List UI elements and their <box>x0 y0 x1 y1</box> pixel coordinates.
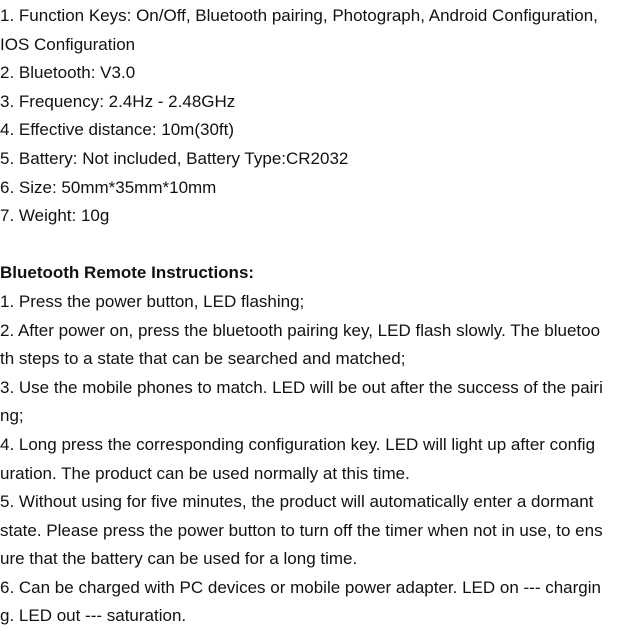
instruction-line: 2. After power on, press the bluetooth pairing key, LED flash slowly. The bluetoo <box>0 320 601 340</box>
instruction-line: 5. Without using for five minutes, the product will automatically enter a dormant <box>0 492 594 512</box>
spec-line: 2. Bluetooth: V3.0 <box>0 63 136 83</box>
spec-line: 5. Battery: Not included, Battery Type:CR2032 <box>0 148 349 168</box>
instruction-line: ure that the battery can be used for a long time. <box>0 549 358 569</box>
instruction-line: state. Please press the power button to turn off the timer when not in use, to ens <box>0 520 603 540</box>
instruction-line: 4. Long press the corresponding configuration key. LED will light up after config <box>0 434 596 454</box>
spec-line: 3. Frequency: 2.4Hz - 2.48GHz <box>0 91 236 111</box>
instruction-line: g. LED out --- saturation. <box>0 606 187 626</box>
spec-line: 4. Effective distance: 10m(30ft) <box>0 120 235 140</box>
instruction-line: ng; <box>0 406 24 426</box>
product-description <box>0 2 639 631</box>
instruction-line: th steps to a state that can be searched and matched; <box>0 349 406 369</box>
instruction-line: 6. Can be charged with PC devices or mobile power adapter. LED on --- chargin <box>0 577 601 597</box>
instruction-line: 3. Use the mobile phones to match. LED will be out after the success of the pairi <box>0 377 603 397</box>
instruction-line: 1. Press the power button, LED flashing; <box>0 291 305 311</box>
spec-line: 1. Function Keys: On/Off, Bluetooth pairing, Photograph, Android Configuration, <box>0 6 598 25</box>
instructions-heading: Bluetooth Remote Instructions: <box>0 263 255 283</box>
spacer <box>0 231 639 260</box>
spec-line: IOS Configuration <box>0 34 136 54</box>
spec-line: 6. Size: 50mm*35mm*10mm <box>0 177 217 197</box>
instruction-line: uration. The product can be used normally at this time. <box>0 463 410 483</box>
spec-line: 7. Weight: 10g <box>0 206 110 226</box>
